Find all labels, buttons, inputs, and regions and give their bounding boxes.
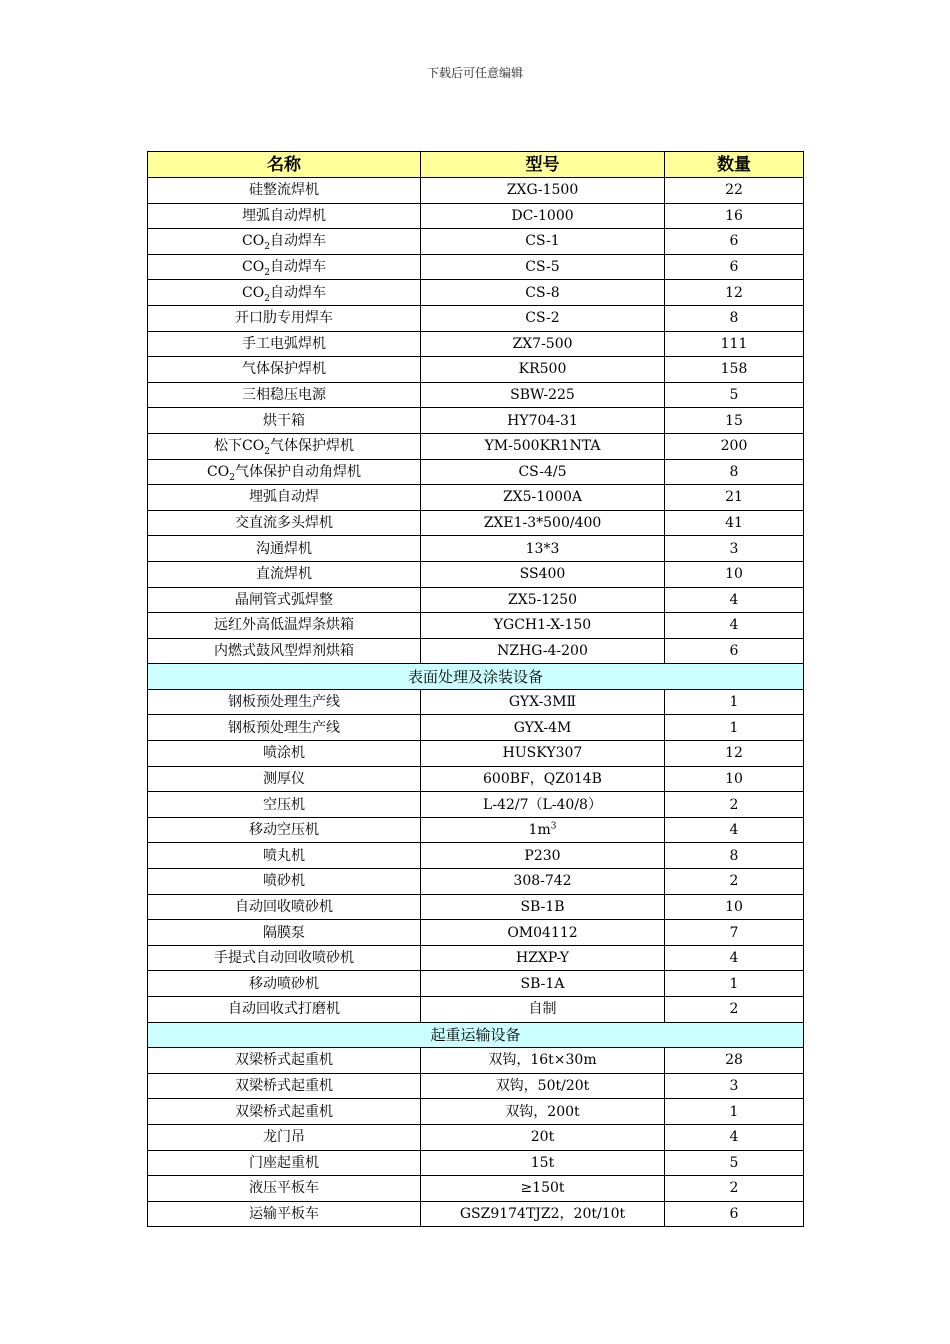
name-part: CO: [242, 259, 265, 276]
table-row: [148, 561, 804, 587]
table-row: [148, 178, 804, 204]
equipment-quantity: 21: [665, 485, 804, 511]
equipment-name: 移动空压机: [148, 817, 421, 843]
equipment-name: 喷砂机: [148, 869, 421, 895]
equipment-quantity: 6: [665, 638, 804, 664]
table-row: [148, 689, 804, 715]
table-row: [148, 587, 804, 613]
table-row: [148, 1099, 804, 1125]
equipment-model: P230: [421, 843, 665, 869]
equipment-quantity: 4: [665, 817, 804, 843]
table-row: [148, 843, 804, 869]
equipment-quantity: 10: [665, 894, 804, 920]
equipment-quantity: 2: [665, 1176, 804, 1202]
name-part: 自动焊车: [269, 259, 326, 276]
page-header: 下载后可任意编辑: [426, 66, 523, 80]
equipment-model: 双钩，200t: [421, 1099, 665, 1125]
table-row: [148, 1124, 804, 1150]
name-subscript: 2: [264, 267, 270, 278]
equipment-name: 手提式自动回收喷砂机: [148, 945, 421, 971]
table-row: [148, 357, 804, 383]
table-row: [148, 433, 804, 459]
equipment-model: YM-500KR1NTA: [421, 433, 665, 459]
equipment-name: 手工电弧焊机: [148, 331, 421, 357]
equipment-name: 龙门吊: [148, 1124, 421, 1150]
table-row: [148, 638, 804, 664]
equipment-quantity: 111: [665, 331, 804, 357]
header-quantity: 数量: [665, 152, 804, 178]
equipment-name: [148, 280, 421, 306]
table-row: [148, 920, 804, 946]
section-row: [148, 664, 804, 690]
header-model: 型号: [421, 152, 665, 178]
equipment-model: CS-4/5: [421, 459, 665, 485]
table-row: [148, 459, 804, 485]
equipment-quantity: 5: [665, 1150, 804, 1176]
equipment-model: YGCH1-X-150: [421, 613, 665, 639]
equipment-name: 喷丸机: [148, 843, 421, 869]
equipment-name: [148, 254, 421, 280]
equipment-model: ZX5-1250: [421, 587, 665, 613]
equipment-name: 移动喷砂机: [148, 971, 421, 997]
equipment-name: 隔膜泵: [148, 920, 421, 946]
equipment-model: CS-8: [421, 280, 665, 306]
table-row: [148, 485, 804, 511]
model-part: 1m: [528, 822, 551, 839]
equipment-model: GYX-3MⅡ: [421, 689, 665, 715]
equipment-name: 门座起重机: [148, 1150, 421, 1176]
name-part: 自动焊车: [269, 233, 326, 250]
equipment-quantity: 4: [665, 613, 804, 639]
equipment-name: 远红外高低温焊条烘箱: [148, 613, 421, 639]
equipment-quantity: 15: [665, 408, 804, 434]
table-header-row: [148, 152, 804, 178]
equipment-model: ZXG-1500: [421, 178, 665, 204]
equipment-model: [421, 817, 665, 843]
equipment-quantity: 6: [665, 229, 804, 255]
name-part: 气体保护焊机: [269, 438, 354, 455]
equipment-quantity: 8: [665, 305, 804, 331]
equipment-quantity: 8: [665, 843, 804, 869]
equipment-quantity: 200: [665, 433, 804, 459]
equipment-name: [148, 459, 421, 485]
equipment-model: GSZ9174TJZ2，20t/10t: [421, 1201, 665, 1227]
equipment-name: 埋弧自动焊: [148, 485, 421, 511]
equipment-name: 烘干箱: [148, 408, 421, 434]
equipment-quantity: 28: [665, 1048, 804, 1074]
equipment-model: 308-742: [421, 869, 665, 895]
table-row: [148, 1073, 804, 1099]
equipment-quantity: 16: [665, 203, 804, 229]
equipment-model: CS-2: [421, 305, 665, 331]
name-part: CO: [242, 233, 265, 250]
table-row: [148, 1176, 804, 1202]
table-row: [148, 1048, 804, 1074]
equipment-name: 喷涂机: [148, 741, 421, 767]
equipment-table: [147, 151, 804, 1227]
table-row: [148, 817, 804, 843]
equipment-model: 15t: [421, 1150, 665, 1176]
equipment-model: CS-5: [421, 254, 665, 280]
table-row: [148, 1201, 804, 1227]
equipment-quantity: 2: [665, 792, 804, 818]
equipment-quantity: 5: [665, 382, 804, 408]
table-row: [148, 1150, 804, 1176]
table-row: [148, 945, 804, 971]
equipment-model: SS400: [421, 561, 665, 587]
section-title: 起重运输设备: [148, 1022, 804, 1048]
table-body: [148, 178, 804, 1227]
equipment-name: [148, 229, 421, 255]
equipment-quantity: 41: [665, 510, 804, 536]
equipment-quantity: 10: [665, 766, 804, 792]
equipment-name: 双梁桥式起重机: [148, 1048, 421, 1074]
table-row: [148, 715, 804, 741]
equipment-quantity: 158: [665, 357, 804, 383]
equipment-model: 600BF，QZ014B: [421, 766, 665, 792]
equipment-model: OM04112: [421, 920, 665, 946]
equipment-quantity: 4: [665, 945, 804, 971]
table-row: [148, 305, 804, 331]
name-part: CO: [207, 463, 230, 480]
equipment-model: HUSKY307: [421, 741, 665, 767]
equipment-name: 直流焊机: [148, 561, 421, 587]
equipment-quantity: 4: [665, 587, 804, 613]
name-part: 自动焊车: [269, 284, 326, 301]
equipment-name: 开口肋专用焊车: [148, 305, 421, 331]
equipment-quantity: 12: [665, 280, 804, 306]
equipment-name: 空压机: [148, 792, 421, 818]
equipment-quantity: 1: [665, 971, 804, 997]
table-row: [148, 536, 804, 562]
equipment-model: DC-1000: [421, 203, 665, 229]
equipment-model: L-42/7（L-40/8）: [421, 792, 665, 818]
equipment-quantity: 1: [665, 715, 804, 741]
equipment-quantity: 8: [665, 459, 804, 485]
equipment-model: ZX5-1000A: [421, 485, 665, 511]
equipment-model: 双钩，16t×30m: [421, 1048, 665, 1074]
equipment-name: 钢板预处理生产线: [148, 715, 421, 741]
equipment-name: 自动回收喷砂机: [148, 894, 421, 920]
equipment-name: 沟通焊机: [148, 536, 421, 562]
equipment-name: 三相稳压电源: [148, 382, 421, 408]
equipment-model: ZXE1-3*500/400: [421, 510, 665, 536]
equipment-model: CS-1: [421, 229, 665, 255]
name-part: 气体保护自动角焊机: [234, 463, 361, 480]
equipment-model: SB-1A: [421, 971, 665, 997]
equipment-name: 气体保护焊机: [148, 357, 421, 383]
table-row: [148, 331, 804, 357]
table-row: [148, 766, 804, 792]
table-row: [148, 997, 804, 1023]
equipment-model: ≥150t: [421, 1176, 665, 1202]
equipment-model: NZHG-4-200: [421, 638, 665, 664]
equipment-name: 埋弧自动焊机: [148, 203, 421, 229]
name-part: 松下CO: [214, 438, 265, 455]
equipment-quantity: 2: [665, 997, 804, 1023]
equipment-model: SB-1B: [421, 894, 665, 920]
name-part: CO: [242, 284, 265, 301]
equipment-quantity: 6: [665, 1201, 804, 1227]
table-row: [148, 741, 804, 767]
equipment-quantity: 4: [665, 1124, 804, 1150]
equipment-name: 交直流多头焊机: [148, 510, 421, 536]
table-row: [148, 382, 804, 408]
equipment-quantity: 10: [665, 561, 804, 587]
equipment-model: GYX-4M: [421, 715, 665, 741]
name-subscript: 2: [264, 293, 270, 304]
equipment-name: 晶闸管式弧焊整: [148, 587, 421, 613]
table-row: [148, 510, 804, 536]
equipment-name: [148, 433, 421, 459]
table-row: [148, 792, 804, 818]
equipment-model: KR500: [421, 357, 665, 383]
equipment-name: 测厚仪: [148, 766, 421, 792]
equipment-model: HY704-31: [421, 408, 665, 434]
equipment-quantity: 3: [665, 536, 804, 562]
table-row: [148, 869, 804, 895]
equipment-model: 自制: [421, 997, 665, 1023]
equipment-name: 自动回收式打磨机: [148, 997, 421, 1023]
name-subscript: 2: [264, 447, 270, 458]
equipment-model: ZX7-500: [421, 331, 665, 357]
equipment-name: 钢板预处理生产线: [148, 689, 421, 715]
table-row: [148, 203, 804, 229]
equipment-name: 双梁桥式起重机: [148, 1099, 421, 1125]
equipment-quantity: 3: [665, 1073, 804, 1099]
model-superscript: 3: [550, 821, 557, 832]
equipment-model: SBW-225: [421, 382, 665, 408]
name-subscript: 2: [229, 472, 235, 483]
equipment-name: 双梁桥式起重机: [148, 1073, 421, 1099]
equipment-name: 内燃式鼓风型焊剂烘箱: [148, 638, 421, 664]
table-row: [148, 613, 804, 639]
name-subscript: 2: [264, 242, 270, 253]
equipment-model: 双钩，50t/20t: [421, 1073, 665, 1099]
equipment-quantity: 12: [665, 741, 804, 767]
table-row: [148, 229, 804, 255]
header-name: 名称: [148, 152, 421, 178]
table-row: [148, 408, 804, 434]
equipment-quantity: 6: [665, 254, 804, 280]
section-title: 表面处理及涂装设备: [148, 664, 804, 690]
equipment-model: 13*3: [421, 536, 665, 562]
equipment-name: 硅整流焊机: [148, 178, 421, 204]
table-row: [148, 894, 804, 920]
section-row: [148, 1022, 804, 1048]
equipment-quantity: 1: [665, 1099, 804, 1125]
table-row: [148, 254, 804, 280]
equipment-model: HZXP-Y: [421, 945, 665, 971]
equipment-quantity: 1: [665, 689, 804, 715]
equipment-name: 运输平板车: [148, 1201, 421, 1227]
equipment-quantity: 2: [665, 869, 804, 895]
table-row: [148, 971, 804, 997]
equipment-name: 液压平板车: [148, 1176, 421, 1202]
equipment-quantity: 22: [665, 178, 804, 204]
equipment-quantity: 7: [665, 920, 804, 946]
equipment-model: 20t: [421, 1124, 665, 1150]
table-row: [148, 280, 804, 306]
